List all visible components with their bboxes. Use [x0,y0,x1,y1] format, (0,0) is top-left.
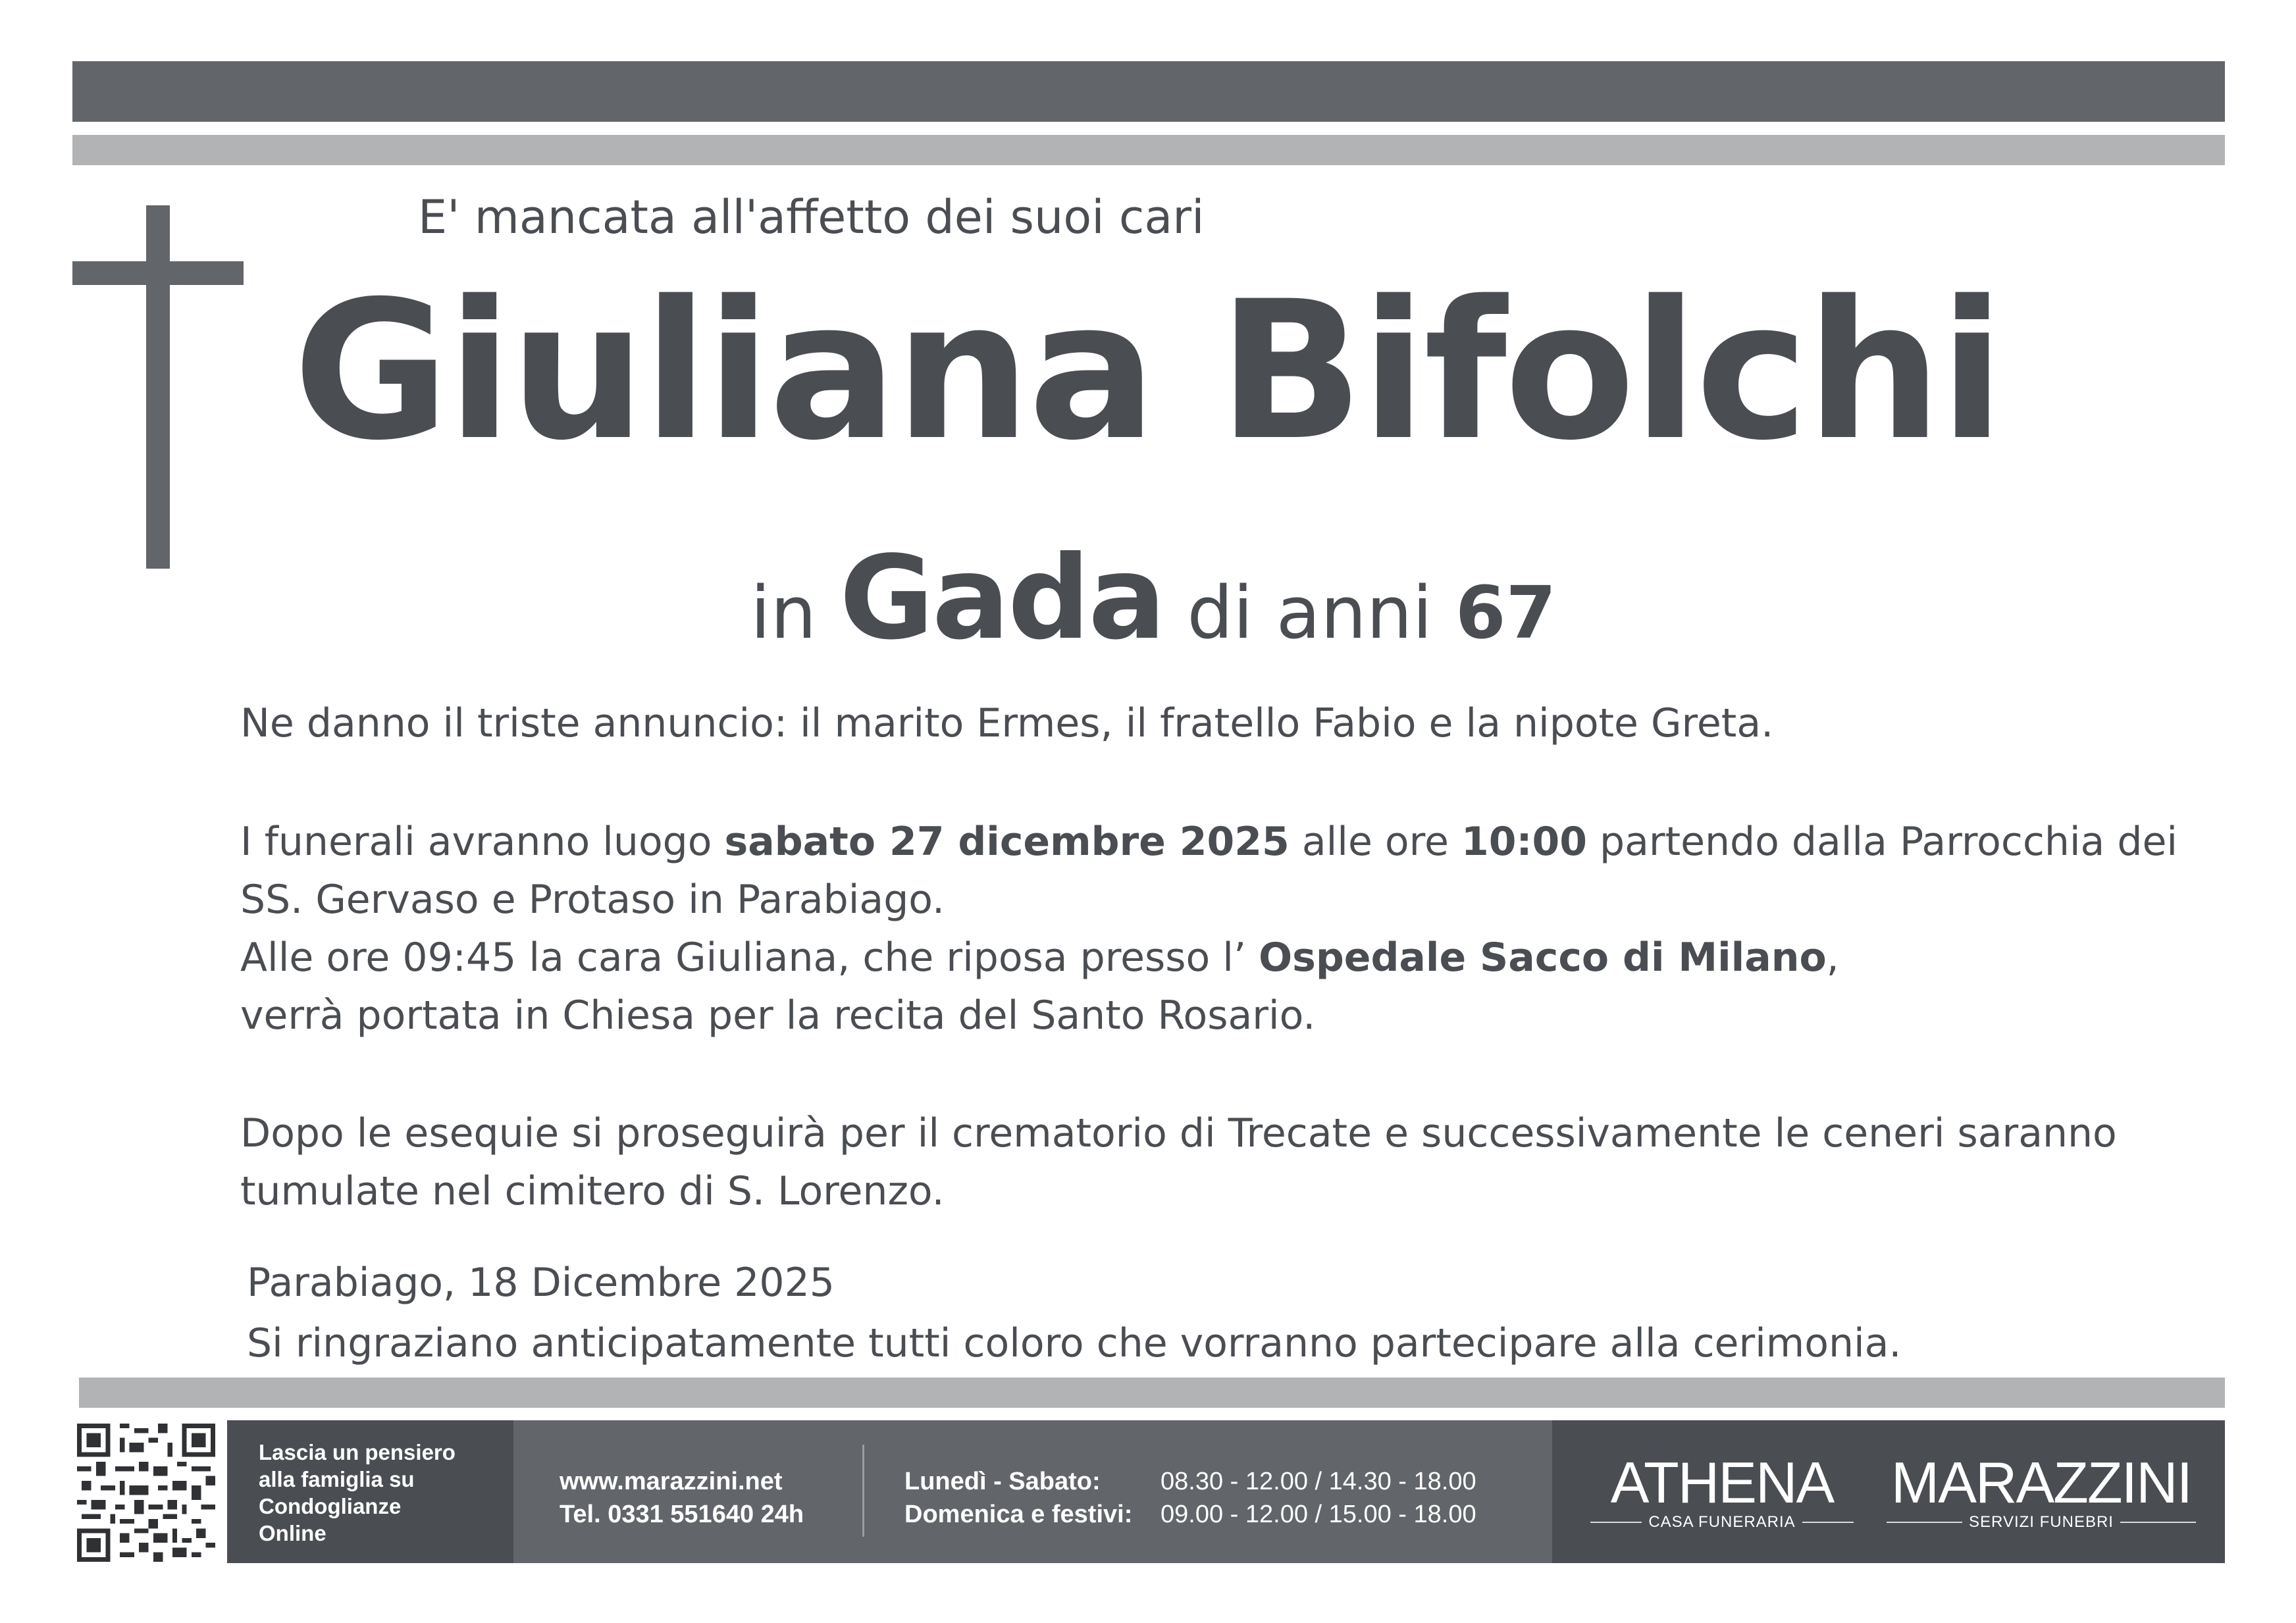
weekday-hours: 08.30 - 12.00 / 14.30 - 18.00 [1161,1468,1476,1495]
married-age-line [750,532,1557,665]
funeral-line-2: SS. Gervaso e Protaso in Parabiago. [240,877,945,923]
phone-number[interactable]: Tel. 0331 551640 24h [560,1501,804,1528]
rosary-text-b: , [1826,935,1839,981]
cross-vertical [146,205,170,569]
weekday-label: Lunedì - Sabato: [904,1468,1101,1495]
website-link[interactable]: www.marazzini.net [560,1468,783,1495]
top-dark-bar [72,61,2225,122]
rosary-line-2: verrà portata in Chiesa per la recita del Santo Rosario. [240,992,1316,1039]
brand-line [1887,1522,1962,1523]
cross-horizontal [72,261,244,285]
brand-line [2120,1522,2196,1523]
brand-athena-sub-row [1590,1512,1854,1532]
condolence-line: Online [259,1521,326,1545]
condolence-panel[interactable] [227,1420,513,1563]
cremation-line-1: Dopo le esequie si proseguirà per il crematorio di Trecate e successivamente le ceneri saranno [240,1110,2117,1156]
condolence-text [259,1439,456,1547]
condolence-line: Condoglianze [259,1494,402,1518]
rosary-place: Ospedale Sacco di Milano [1259,935,1827,981]
qr-code-icon[interactable] [77,1424,215,1562]
funeral-text-c: partendo dalla Parrocchia dei [1586,819,2178,865]
funeral-date: sabato 27 dicembre 2025 [724,819,1290,865]
brand-marazzini-name: MARAZZINI [1891,1450,2192,1515]
married-prefix: in [750,571,817,655]
condolence-line: Lascia un pensiero [259,1440,456,1464]
brand-athena-sub: CASA FUNERARIA [1648,1513,1796,1531]
age-value: 67 [1455,571,1557,655]
brand-line [1802,1522,1854,1523]
brand-panel [1552,1420,2225,1563]
brand-athena [1590,1450,1854,1532]
contact-panel [513,1420,1552,1563]
holiday-label: Domenica e festivi: [904,1501,1133,1528]
footer-divider [862,1445,864,1537]
bottom-light-bar [79,1378,2225,1408]
rosary-line [240,929,1839,987]
intro-text: E' mancata all'affetto dei suoi cari [418,190,1205,244]
brand-marazzini [1887,1450,2196,1532]
funeral-text-a: I funerali avranno luogo [240,819,725,865]
funeral-time: 10:00 [1461,819,1587,865]
brand-line [1590,1522,1642,1523]
age-prefix: di anni [1187,571,1433,655]
funeral-text-b: alle ore [1289,819,1461,865]
top-light-bar [72,135,2225,165]
place-date: Parabiago, 18 Dicembre 2025 [247,1260,835,1306]
brand-marazzini-sub-row [1887,1512,2196,1532]
rosary-text-a: Alle ore 09:45 la cara Giuliana, che riposa presso l’ [240,935,1259,981]
deceased-name: Giuliana Bifolchi [293,261,2002,482]
brand-athena-name: ATHENA [1610,1450,1834,1515]
brand-marazzini-sub: SERVIZI FUNEBRI [1969,1513,2114,1531]
cremation-line-2: tumulate nel cimitero di S. Lorenzo. [240,1168,945,1214]
married-name: Gada [839,532,1164,665]
thanks-line: Si ringraziano anticipatamente tutti coloro che vorranno partecipare alla cerimonia. [247,1320,1902,1366]
condolence-line: alla famiglia su [259,1467,415,1491]
holiday-hours: 09.00 - 12.00 / 15.00 - 18.00 [1161,1501,1476,1528]
funeral-line [240,813,2178,871]
announcement-line: Ne danno il triste annuncio: il marito Ermes, il fratello Fabio e la nipote Greta. [240,700,1774,746]
